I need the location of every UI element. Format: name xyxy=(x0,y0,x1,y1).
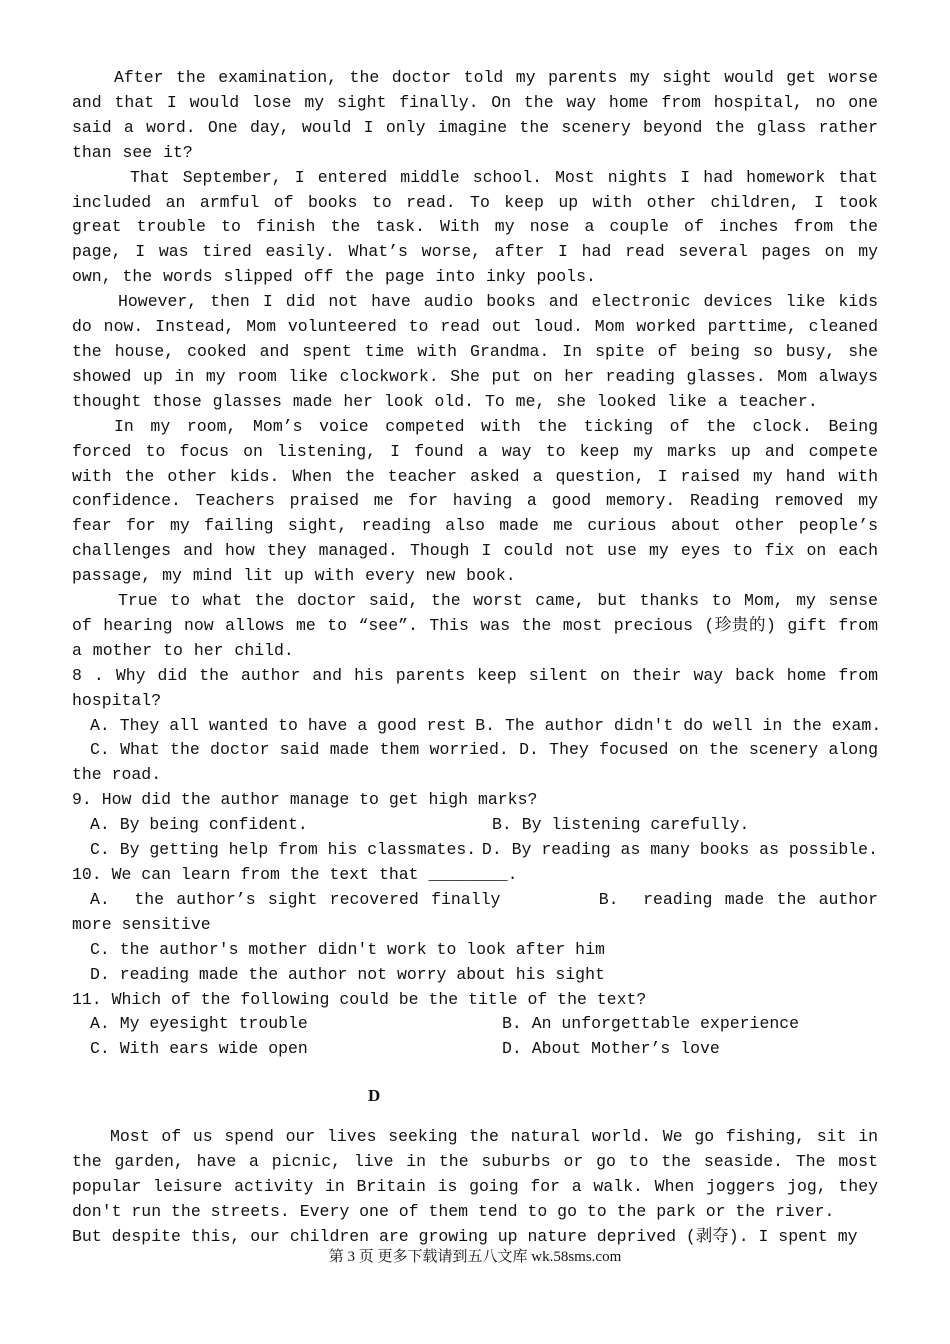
body-text xyxy=(72,66,888,1250)
question-stem: 10. We can learn from the text that ________. xyxy=(72,865,518,884)
option-c: C. By getting help from his classmates. xyxy=(90,840,477,860)
passage-paragraph: However, then I did not have audio books and electronic devices like kids do now. Instead, Mom volunteered to read out loud. Mom worked parttime, cleaned the house, cooked and spent time with Grandma. In spite of being so busy, she showed up in my room like clockwork. She put on her reading glasses. Mom always thought those glasses made her look old. To me, she looked like a teacher. xyxy=(72,292,878,411)
option-row xyxy=(72,714,882,739)
option-c: C. With ears wide open xyxy=(90,1039,308,1059)
question-9 xyxy=(72,788,878,863)
question-10 xyxy=(72,863,888,988)
passage-paragraph: That September, I entered middle school. Most nights I had homework that included an armful of books to read. To keep up with other children, I took great trouble to finish the task. With my nose a couple of inches from the page, I was tired easily. What’s worse, after I had read several pages on my own, the words slipped off the page into inky pools. xyxy=(72,167,878,287)
question-stem: 9. How did the author manage to get high marks? xyxy=(72,790,538,810)
question-stem: 11. Which of the following could be the title of the text? xyxy=(72,989,647,1009)
passage-paragraph: But despite this, our children are growing up nature deprived (剥夺). I spent my xyxy=(72,1226,858,1246)
question-11 xyxy=(72,988,878,1063)
passage-paragraph: Most of us spend our lives seeking the natural world. We go fishing, sit in the garden, have a picnic, live in the suburbs or go to the seaside. The most popular leisure activity in Britain is going for a walk. When joggers jog, they don't run the streets. Every one of them tend to go to the park or the river. xyxy=(72,1127,878,1221)
section-heading: D xyxy=(368,1086,381,1106)
passage-paragraph: True to what the doctor said, the worst came, but thanks to Mom, my sense of hearing now allows me to “see”. This was the most precious (珍贵的) gift from a mother to her child. xyxy=(72,591,878,660)
page-footer: 第 3 页 更多下载请到五八文库 wk.58sms.com xyxy=(328,1249,622,1265)
option-row xyxy=(72,813,878,838)
option-b: B. An unforgettable experience xyxy=(502,1014,800,1034)
option-d: D. About Mother’s love xyxy=(502,1039,720,1059)
option-d: D. reading made the author not worry about his sight xyxy=(90,964,605,984)
option-row xyxy=(72,838,878,863)
option-row xyxy=(72,1037,878,1062)
option-d: D. By reading as many books as possible. xyxy=(481,840,878,860)
option-c-d: C. What the doctor said made them worried. D. They focused on the scenery along the road. xyxy=(72,740,878,785)
option-a: A. They all wanted to have a good rest xyxy=(90,715,467,735)
option-b: B. By listening carefully. xyxy=(492,815,750,835)
option-a: A. By being confident. xyxy=(90,815,308,835)
option-a: A. My eyesight trouble xyxy=(90,1014,308,1034)
passage-paragraph: In my room, Mom’s voice competed with the ticking of the clock. Being forced to focus on listening, I found a way to keep my marks up and compete with the other kids. When the teacher asked a question, I raised my hand with confidence. Teachers praised me for having a good memory. Reading removed my fear for my failing sight, reading also made me curious about other people’s challenges and how they managed. Though I could not use my eyes to fix on each passage, my mind lit up with every new book. xyxy=(72,416,878,586)
option-b: B. The author didn't do well in the exam. xyxy=(475,715,882,735)
passage-paragraph: After the examination, the doctor told my parents my sight would get worse and that I would lose my sight finally. On the way home from hospital, no one said a word. One day, would I only imagine the scenery beyond the glass rather than see it? xyxy=(72,68,878,162)
question-stem: 8 . Why did the author and his parents keep silent on their way back home from hospital? xyxy=(72,665,878,710)
question-8 xyxy=(72,664,882,789)
option-row xyxy=(72,1012,878,1037)
option-c: C. the author's mother didn't work to look after him xyxy=(90,939,605,959)
option-a-b: A. the author’s sight recovered finally B. reading made the author more sensitive xyxy=(72,889,888,934)
